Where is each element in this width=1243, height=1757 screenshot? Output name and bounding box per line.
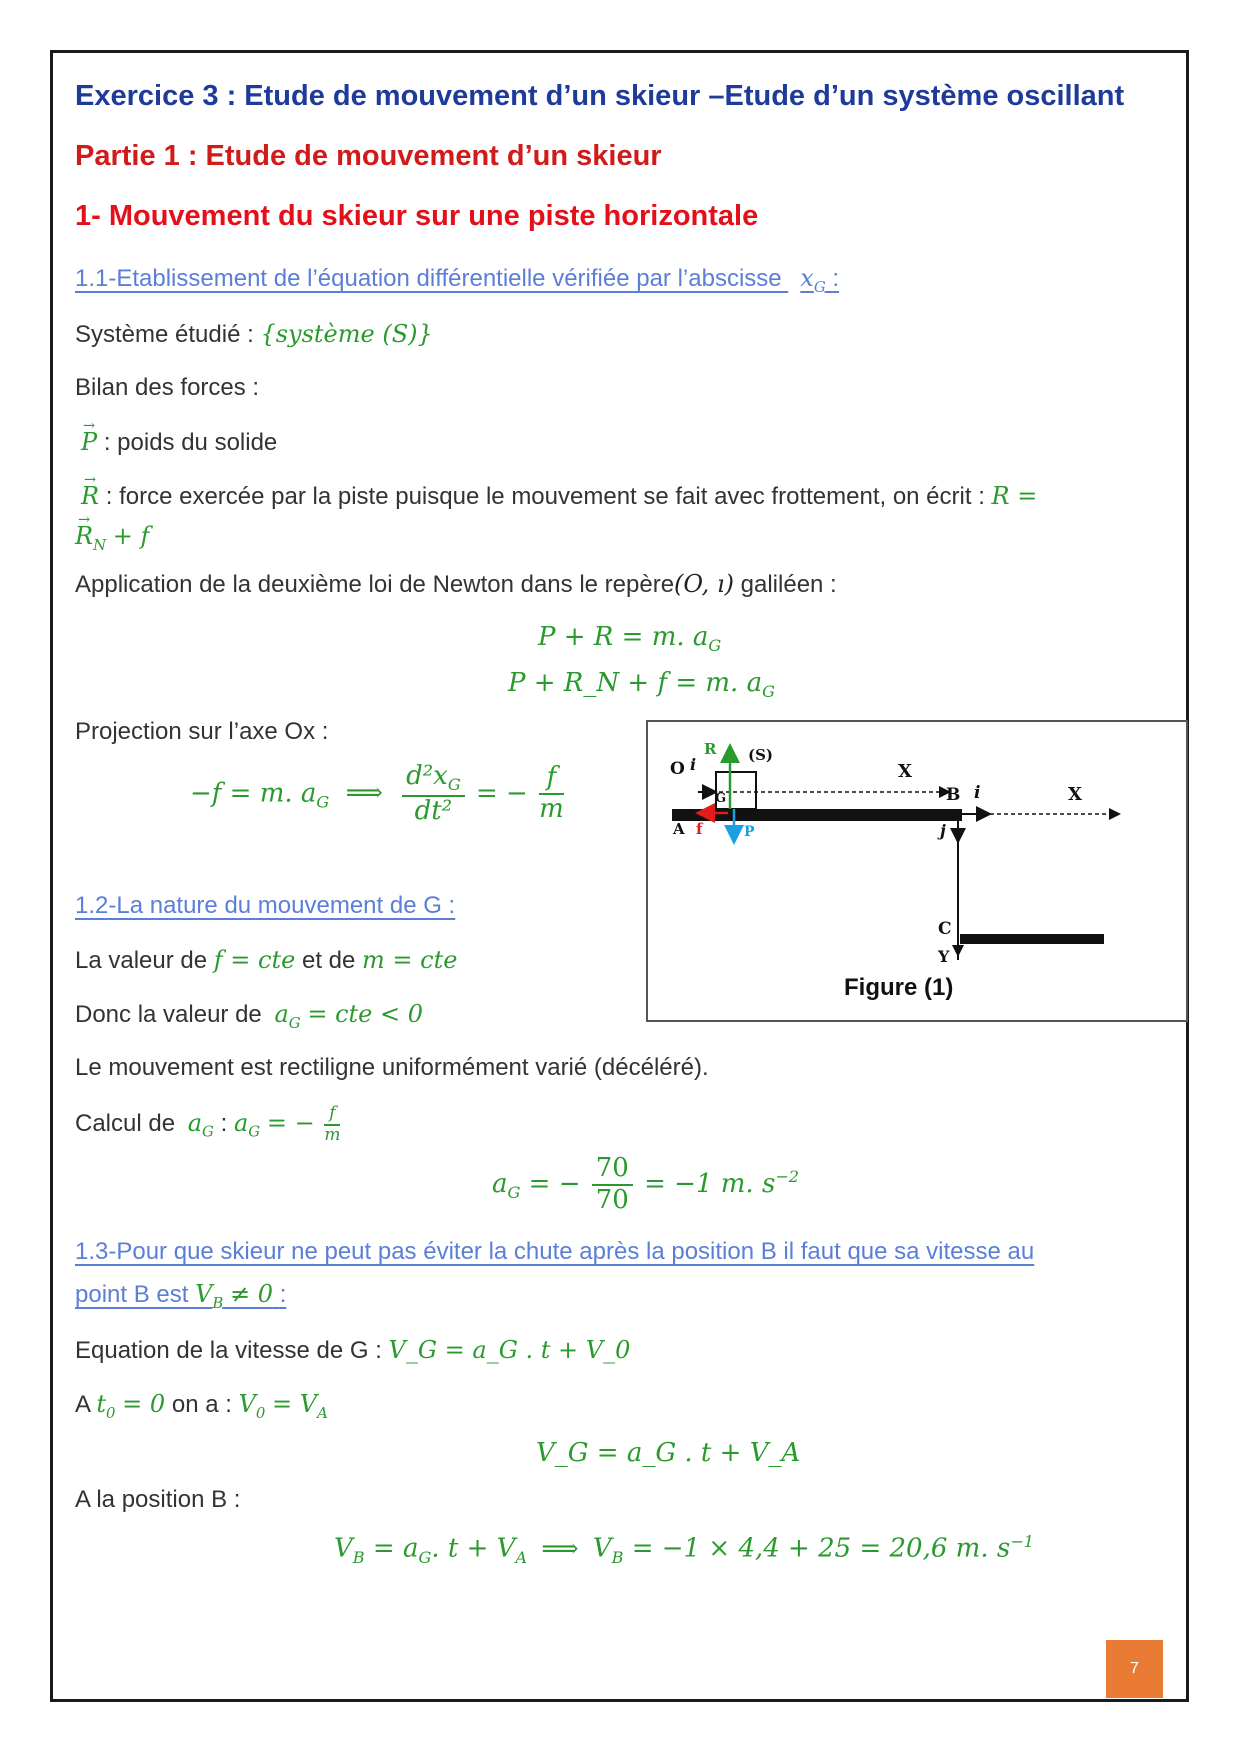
label-b: B xyxy=(946,785,961,805)
label-i: i xyxy=(690,755,697,774)
page-number: 7 xyxy=(1106,1640,1163,1698)
label-c: C xyxy=(938,919,952,939)
label-y: Y xyxy=(938,947,950,966)
label-p: P xyxy=(744,824,755,840)
section-title: 1- Mouvement du skieur sur une piste horizontale xyxy=(75,200,759,232)
figure-1 xyxy=(646,720,1188,1022)
label-i-b: i xyxy=(974,783,981,803)
vb-equation: $V_B = a_G$. $t + V_A$ ⟹ $V_B = -1 \times 4,4 + 25 = 20,6$ m. $s^{-1}$ xyxy=(334,1532,1034,1567)
exercise-title: Exercice 3 : Etude de mouvement d’un skieur –Etude d’un système oscillant xyxy=(75,80,1125,112)
figure-caption: Figure (1) xyxy=(844,974,954,1001)
system-line: Système étudié : {système (S)} xyxy=(75,320,433,348)
newton-line: Application de la deuxième loi de Newton dans le repère(O, ı) galiléen : xyxy=(75,570,837,598)
heading-1-3-line-2: point B est $V_B \ne 0$ : xyxy=(75,1280,287,1312)
lower-track xyxy=(960,934,1104,944)
nature-line-1: La valeur de f = cte et de m = cte xyxy=(75,946,458,974)
reaction-line: → R : force exercée par la piste puisque le mouvement se fait avec frottement, on écrit : R = xyxy=(75,482,1037,511)
label-x-lower: X xyxy=(1068,784,1082,805)
label-s: (S) xyxy=(748,746,774,764)
nature-line-2: Donc la valeur de $a_G$ = cte < 0 xyxy=(75,1000,423,1032)
calcul-line: Calcul de $a_G$ : $a_G$ = − $\frac{f}{m}$ xyxy=(75,1103,341,1145)
projection-label: Projection sur l’axe Ox : xyxy=(75,718,329,745)
nature-line-3: Le mouvement est rectiligne uniformément varié (décéléré). xyxy=(75,1054,709,1081)
heading-1-3-line-1: 1.3-Pour que skieur ne peut pas éviter la chute après la position B il faut que sa vitesse au xyxy=(75,1238,1035,1265)
t0-line: A $t_0 = 0$ on a : $V_0 = V_A$ xyxy=(75,1390,328,1422)
weight-line: → P : poids du solide xyxy=(75,428,277,457)
label-g: G xyxy=(715,791,727,806)
label-f: f xyxy=(696,820,703,838)
label-a: A xyxy=(673,820,685,838)
forces-balance-label: Bilan des forces : xyxy=(75,374,260,401)
horizontal-track xyxy=(672,809,962,821)
calc-equation: $a_G$ = − $\frac{70}{70}$ = −1 m. $s^{-2}$ xyxy=(492,1153,800,1215)
part-title: Partie 1 : Etude de mouvement d’un skieur xyxy=(75,140,662,172)
vg-equation: V_G = a_G . t + V_A xyxy=(536,1438,801,1468)
label-j: j xyxy=(940,821,946,840)
newton-eq-1: P + R = m. $a_G$ xyxy=(538,622,722,656)
reaction-line-2: → $R_N + f$ xyxy=(75,522,149,554)
label-r: R xyxy=(704,740,717,758)
projection-equation: −f = m. $a_G$ ⟹ $\frac{d^2x_G}{\text{dt²}}$ = − $\frac{f}{m}$ xyxy=(190,761,564,826)
heading-1-1: 1.1-Etablissement de l’équation différentielle vérifiée par l’abscisse $x_G$ : xyxy=(75,264,840,296)
newton-eq-2: P + R_N + f = m. $a_G$ xyxy=(508,668,775,702)
label-x-upper: X xyxy=(898,761,912,782)
velocity-line: Equation de la vitesse de G : V_G = a_G . t + V_0 xyxy=(75,1336,631,1364)
heading-1-2: 1.2-La nature du mouvement de G : xyxy=(75,892,456,919)
label-o: O xyxy=(670,759,685,779)
position-b-label: A la position B : xyxy=(75,1486,241,1513)
